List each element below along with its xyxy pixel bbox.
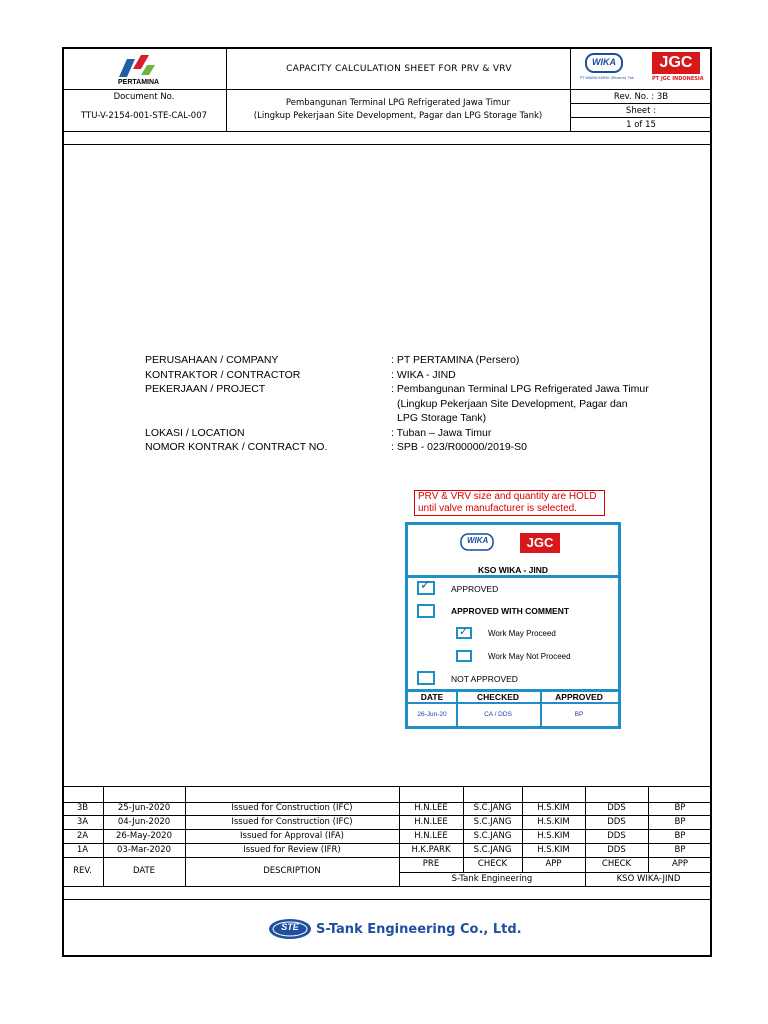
- info-values: [391, 353, 649, 455]
- group-stank-engineering: S-Tank Engineering: [451, 874, 533, 884]
- header-cell-line: [570, 117, 712, 118]
- info-label: LOKASI / LOCATION: [145, 426, 245, 439]
- footer-logo: [268, 918, 522, 940]
- info-label: PEKERJAAN / PROJECT: [145, 383, 266, 395]
- stamp-divider: [408, 702, 618, 704]
- app-col-header: APP: [545, 859, 562, 869]
- stamp-title: KSO WIKA - JIND: [477, 565, 549, 575]
- info-label: KONTRAKTOR / CONTRACTOR: [145, 368, 301, 381]
- approved-label: APPROVED: [451, 584, 499, 594]
- work-may-proceed-checkbox[interactable]: [456, 627, 472, 639]
- stamp-checked-value: CA / DDS: [484, 711, 512, 718]
- info-label: NOMOR KONTRAK / CONTRACT NO.: [145, 441, 328, 453]
- hold-note: PRV & VRV size and quantity are HOLD until valve manufacturer is selected.: [414, 490, 605, 516]
- header-divider: [62, 89, 712, 90]
- wika-logo-subtext: PT WIJAYA KARYA (Persero) Tbk: [580, 76, 634, 80]
- info-value: (Lingkup Pekerjaan Site Development, Pagar dan: [397, 397, 628, 410]
- stamp-approved-value: BP: [574, 711, 584, 718]
- jgc-logo-subtext: PT JGC INDONESIA: [652, 76, 704, 82]
- check-mark-icon: ✓: [420, 578, 431, 593]
- stamp-date-value: 26-Jun-20: [417, 711, 447, 718]
- work-may-not-proceed-label: Work May Not Proceed: [488, 652, 571, 661]
- pertamina-logo: [115, 53, 165, 79]
- date-col-header: DATE: [132, 866, 156, 876]
- check-col-header: CHECK: [477, 859, 508, 869]
- app2-col-header: APP: [671, 859, 689, 869]
- wika-logo: WIKA: [584, 52, 624, 74]
- check-mark-icon: ✓: [459, 625, 469, 638]
- info-labels: [145, 353, 327, 455]
- approval-stamp: [405, 522, 621, 729]
- pre-col-header: PRE: [422, 859, 440, 869]
- stamp-col-date: DATE: [420, 692, 444, 702]
- header-underline: [62, 144, 712, 145]
- rev-table-line: [62, 886, 712, 887]
- sheet-label: Sheet :: [625, 106, 657, 116]
- stamp-jgc-logo: JGC: [520, 533, 560, 553]
- stamp-wika-logo: WIKA: [460, 533, 494, 551]
- description-col-header: DESCRIPTION: [263, 866, 321, 876]
- stamp-col-checked: CHECKED: [476, 692, 520, 702]
- document-no: TTU-V-2154-001-STE-CAL-007: [80, 111, 208, 121]
- info-value: : Pembangunan Terminal LPG Refrigerated Jawa Timur: [391, 383, 649, 395]
- stamp-col-approved: APPROVED: [555, 692, 603, 702]
- pertamina-logo-text: PERTAMINA: [118, 79, 160, 86]
- header-bottom-line: [62, 131, 712, 132]
- not-approved-checkbox[interactable]: [417, 671, 435, 685]
- project-line-2: (Lingkup Pekerjaan Site Development, Pagar dan LPG Storage Tank): [253, 111, 543, 121]
- rev-table-bottom: [62, 899, 712, 900]
- approved-with-comment-checkbox[interactable]: [417, 604, 435, 618]
- jgc-logo: JGC: [652, 52, 700, 74]
- document-title: CAPACITY CALCULATION SHEET FOR PRV & VRV: [286, 63, 512, 74]
- not-approved-label: NOT APPROVED: [451, 674, 518, 684]
- project-line-1: Pembangunan Terminal LPG Refrigerated Jawa Timur: [285, 98, 511, 108]
- rev-no: Rev. No. : 3B: [613, 92, 669, 102]
- info-label: PERUSAHAAN / COMPANY: [145, 354, 279, 366]
- ste-badge-icon: STE: [268, 918, 312, 940]
- group-kso-wika-jind: KSO WIKA-JIND: [616, 874, 681, 884]
- stamp-divider: [408, 575, 618, 578]
- rev-col-header: REV.: [73, 866, 92, 876]
- info-value: : PT PERTAMINA (Persero): [391, 354, 520, 366]
- info-value: : Tuban – Jawa Timur: [391, 426, 492, 439]
- info-value: : WIKA - JIND: [391, 368, 456, 381]
- header-cell-line: [570, 103, 712, 104]
- work-may-not-proceed-checkbox[interactable]: [456, 650, 472, 662]
- approved-checkbox[interactable]: [417, 578, 435, 595]
- check2-col-header: CHECK: [601, 859, 632, 869]
- info-value: LPG Storage Tank): [397, 412, 487, 424]
- info-label: [145, 397, 327, 412]
- sheet-value: 1 of 15: [626, 120, 656, 130]
- footer-company-name: S-Tank Engineering Co., Ltd.: [316, 921, 522, 937]
- document-no-label: Document No.: [113, 92, 175, 102]
- rev-table-top: [62, 786, 712, 787]
- approved-with-comment-label: APPROVED WITH COMMENT: [451, 606, 570, 616]
- info-value: : SPB - 023/R00000/2019-S0: [391, 441, 528, 453]
- info-label: [145, 411, 327, 426]
- work-may-proceed-label: Work May Proceed: [488, 629, 556, 638]
- header-col-line: [570, 47, 571, 131]
